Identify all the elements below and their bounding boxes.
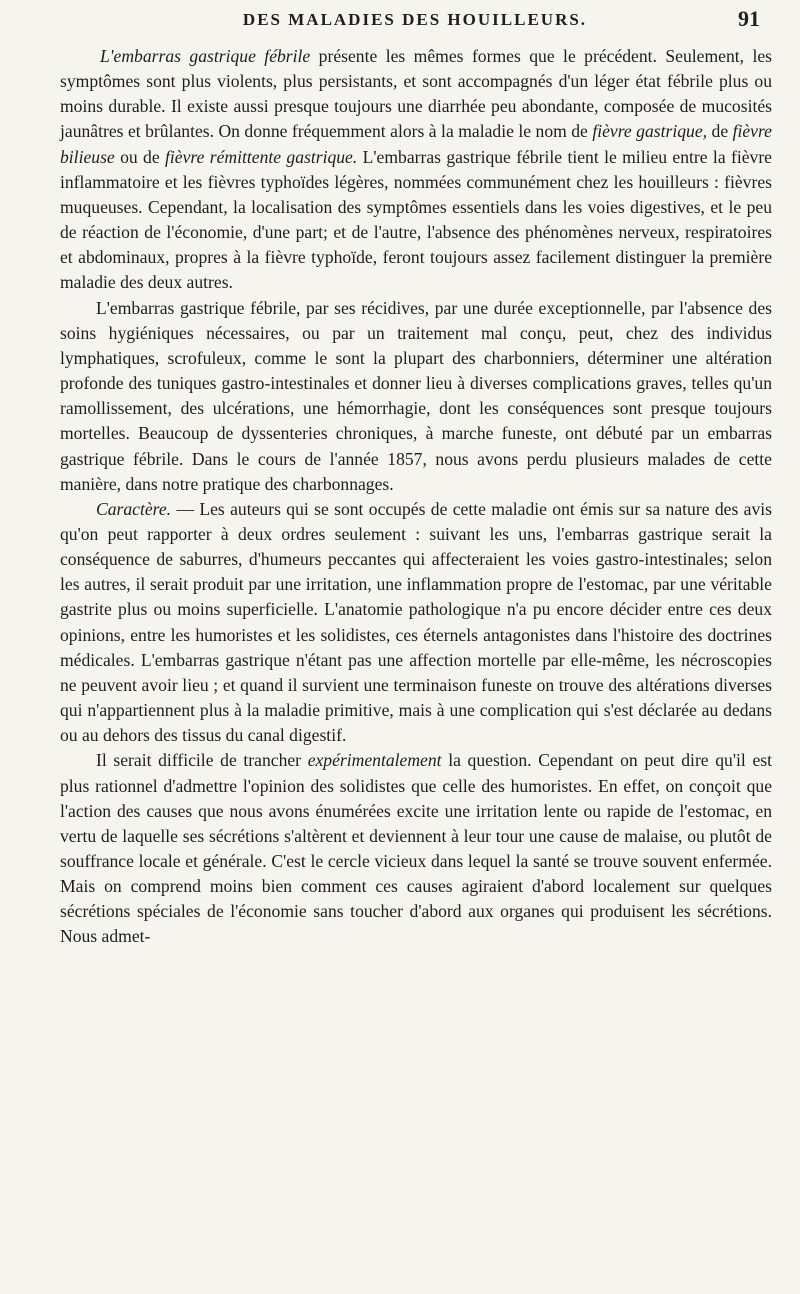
body-text [60, 44, 772, 950]
italic-term: fièvre rémittente gastrique. [164, 146, 358, 167]
italic-term: fièvre gastrique, [592, 121, 708, 142]
italic-term: fièvre bilieuse [60, 121, 772, 167]
section-heading: Caractère. [96, 498, 172, 519]
paragraph-solidistes [60, 748, 772, 949]
paragraph-text: Il serait difficile de trancher [96, 750, 308, 771]
running-header [70, 6, 760, 38]
paragraph-caractere [60, 497, 772, 749]
paragraph-embarras-febrile [60, 44, 772, 296]
italic-term: L'embarras gastrique fébrile [100, 46, 311, 66]
running-title: DES MALADIES DES HOUILLEURS. [242, 10, 588, 29]
paragraph-complications: L'embarras gastrique fébrile, par ses récidives, par une durée exceptionnelle, par l'absence des soins hygiéniques nécessaires, ou par un traitement mal conçu, peut, chez des individus lymphatiques, scrofuleux, comme le sont la plupart des charbonniers, déterminer une altération profonde des tuniques gastro-intestinales et donner lieu à diverses complications graves, telles qu'un ramollissement, des ulcérations, une hémorrhagie, dont les conséquences sont presque toujours mortelles. Beaucoup de dyssenteries chroniques, à marche funeste, ont débuté par un embarras gastrique fébrile. Dans le cours de l'année 1857, nous avons perdu plusieurs malades de cette manière, dans notre pratique des charbonnages. [60, 297, 772, 494]
italic-term: expérimentalement [307, 750, 442, 771]
paragraph-text: présente les mêmes formes que le précédent. Seulement, les symptômes sont plus violents, plus persistants, et sont accompagnés d'un léger état fébrile plus ou moins durable. Il existe aussi presque toujours une diarrhée peu abondante, composée de mucosités jaunâtres et brûlantes. On donne fréquemment alors à la maladie le nom de [60, 46, 773, 142]
paragraph-text: la question. Cependant on peut dire qu'il est plus rationnel d'admettre l'opinion des solidistes que celle des humoristes. En effet, on conçoit que l'action des causes que nous avons énumérées excite une irritation lente ou rapide de l'estomac, en vertu de laquelle ses sécrétions s'altèrent et deviennent à leur tour une cause de malaise, ou plutôt de souffrance locale et générale. C'est le cercle vicieux dans lequel la santé se trouve souvent enfermée. Mais on comprend moins bien comment ces causes agiraient d'abord localement sur quelques sécrétions spéciales de l'économie sans toucher d'abord aux organes qui produisent les sécrétions. Nous admet- [60, 750, 772, 947]
page-number: 91 [738, 6, 760, 31]
paragraph-text: L'embarras gastrique fébrile tient le milieu entre la fièvre inflammatoire et les fièvres typhoïdes légères, nommées communément chez les houilleurs : fièvres muqueuses. Cependant, la localisation des symptômes essentiels dans les voies digestives, et le peu de réaction de l'économie, d'une part; et de l'autre, l'absence des phénomènes nerveux, respiratoires et abdominaux, propres à la fièvre typhoïde, feront toujours assez facilement distinguer la première maladie des deux autres. [60, 146, 772, 293]
paragraph-text: — Les auteurs qui se sont occupés de cette maladie ont émis sur sa nature des avis qu'on peut rapporter à deux ordres seulement : suivant les uns, l'embarras gastrique serait la conséquence de saburres, d'humeurs peccantes qui affecteraient les voies gastro-intestinales; selon les autres, il serait produit par une irritation, une inflammation propre de l'estomac, par une véritable gastrite plus ou moins superficielle. L'anatomie pathologique n'a pu encore décider entre ces deux opinions, entre les humoristes et les solidistes, ces éternels antagonistes dans l'histoire des doctrines médicales. L'embarras gastrique n'étant pas une affection mortelle par elle-même, les nécroscopies ne peuvent avoir lieu ; et quand il survient une terminaison funeste on trouve des altérations diverses qui n'appartiennent plus à la maladie primitive, mais à une complication qui s'est déclarée au dedans ou au dehors des tissus du canal digestif. [60, 498, 772, 746]
paragraph-text: de [707, 121, 733, 142]
paragraph-text: ou de [114, 146, 165, 167]
